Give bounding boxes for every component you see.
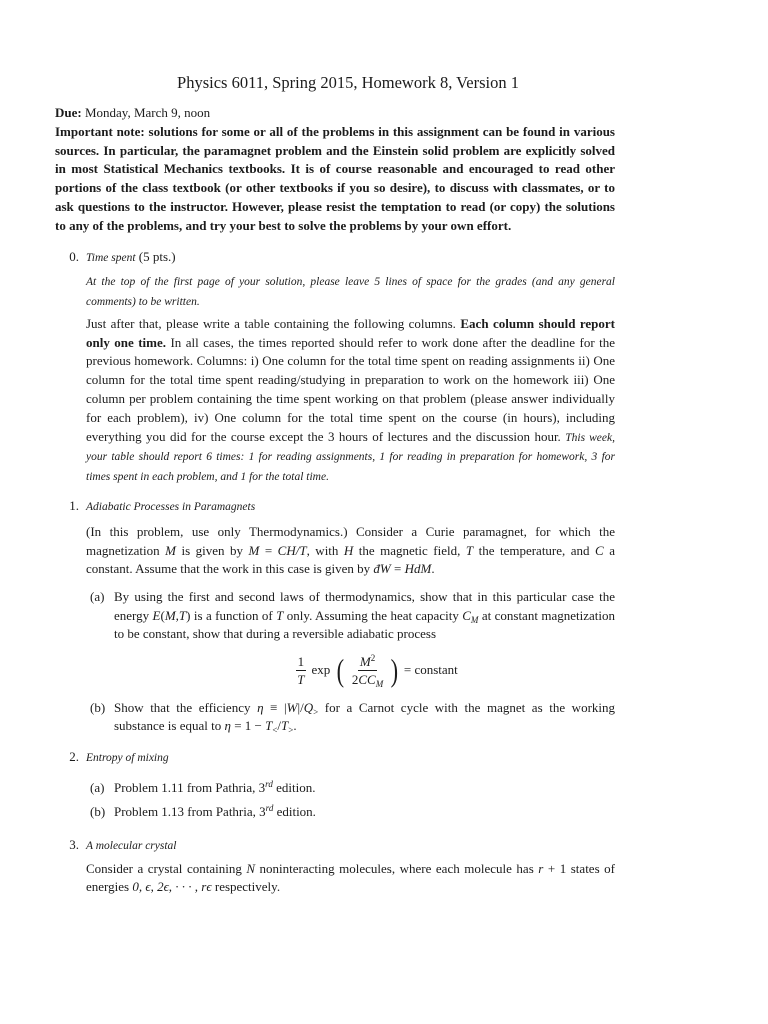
part-label: (b): [90, 699, 106, 715]
math-symbol: M: [359, 653, 371, 669]
math-subscript: M: [470, 614, 479, 625]
emphasis-text: Each column should report only one time.: [86, 315, 616, 350]
week-note-text: This week, your table should report 6 times: 1 for reading assignments, 1 for reading in preparation for homework, 3 for times spent in each problem, and 1 for the total time.: [86, 431, 615, 484]
math-symbol: C: [595, 542, 604, 558]
important-note: Important note: solutions for some or all of the problems in this assignment can be found in various sources. In particular, the paramagnet problem and the Einstein solid problem are explicitly solved in most Statistical Mechanics textbooks. It is of course reasonable and encouraged to read other portions of the class textbook (or other textbooks if you so desire), to discuss with classmates, or to ask questions to the instructor. However, please resist the temptation to read (or copy) the solutions to any of the problems, and try your best to solve the problems by your own effort.: [55, 123, 615, 233]
math-symbol: HdM: [404, 561, 432, 577]
body-text: Problem 1.13 from Pathria, 3: [114, 803, 266, 819]
due-line: [55, 104, 615, 123]
problem-1-part-b: [86, 699, 615, 737]
math-symbol: M,T: [164, 607, 187, 623]
problem-text: [86, 860, 615, 898]
body-text: (In this problem, use only Thermodynamics.) Consider a Curie paramagnet, for which the magnetization: [86, 523, 615, 558]
problem-0: [55, 248, 615, 487]
math-symbol: T: [265, 718, 273, 734]
math-symbol: CH/T: [277, 542, 307, 558]
body-text: the magnetic field,: [353, 542, 466, 558]
math-operator: |/: [297, 699, 304, 715]
equation-rhs: = constant: [403, 661, 458, 677]
problem-heading: [69, 497, 615, 517]
problem-title: Entropy of mixing: [86, 751, 169, 764]
body-text: for a Carnot cycle with the magnet as the working substance is equal to: [114, 699, 616, 734]
body-text: Problem 1.11 from Pathria, 3: [114, 779, 266, 795]
body-text: .: [293, 718, 297, 734]
ordinal-superscript: rd: [265, 778, 273, 789]
body-text: Just after that, please write a table containing the following columns.: [86, 315, 461, 331]
part-text: [114, 803, 615, 822]
due-label: Due:: [55, 105, 82, 120]
problem-1: [55, 497, 615, 737]
math-superscript: 2: [370, 652, 376, 663]
exponent-fraction: [350, 654, 385, 687]
math-operator: /: [277, 718, 282, 734]
math-symbol: W: [286, 699, 298, 715]
problem-2-part-b: [86, 803, 615, 822]
problem-number: 3.: [69, 836, 79, 852]
body-text: only. Assuming the heat capacity: [283, 607, 463, 623]
fraction-numerator: [358, 654, 377, 671]
body-text: edition.: [273, 803, 316, 819]
due-date: Monday, March 9, noon: [84, 105, 211, 120]
body-text: Consider a crystal containing: [86, 860, 247, 876]
body-text: respectively.: [211, 879, 281, 895]
body-text: noninteracting molecules, where each molecule has: [255, 860, 539, 876]
math-symbol: η: [257, 699, 264, 715]
body-text: is a function of: [190, 607, 277, 623]
part-text: [114, 588, 615, 644]
problem-number: 0.: [69, 248, 79, 264]
math-subscript: <: [272, 725, 278, 736]
time-table-instructions: [86, 315, 615, 487]
math-operator: =: [259, 542, 278, 558]
problem-2-part-a: [86, 779, 615, 798]
math-symbol: M: [248, 542, 260, 558]
math-symbol: đW: [373, 561, 391, 577]
exp-function: exp: [311, 661, 331, 677]
math-symbol: η: [224, 718, 231, 734]
math-symbol: 0, ϵ, 2ϵ, · · · , rϵ: [132, 879, 212, 895]
ordinal-superscript: rd: [265, 802, 274, 813]
body-text: at constant magnetization to be constant, show that during a reversible adiabatic process: [114, 607, 615, 642]
math-symbol: T: [276, 607, 284, 623]
math-symbol: CC: [358, 671, 376, 687]
problem-heading: [69, 748, 615, 768]
problem-heading: [69, 836, 615, 856]
math-operator: ): [186, 607, 191, 623]
problem-title: Time spent: [86, 251, 136, 264]
body-text: a constant. Assume that the work in this case is given by: [86, 542, 615, 577]
body-text: In all cases, the times reported should refer to work done after the deadline for the previous homework. Columns: i) One column for the total time spent on reading assignments ii) One column for the total time spent reading/studying in preparation to work on the homework iii) One column per problem containing the time spent working on that problem (please answer individually for each problem), iv) One column for the total time spent on the course (in hours), including everything you did for the course except the 3 hours of lectures and the discussion hour.: [86, 334, 615, 444]
adiabatic-process-equation: [86, 652, 615, 688]
problem-1-part-a: [86, 588, 615, 644]
problem-points: (5 pts.): [138, 248, 176, 264]
body-text: the temperature, and: [473, 542, 596, 558]
math-symbol: M: [165, 542, 176, 558]
document-title: Physics 6011, Spring 2015, Homework 8, Version 1: [177, 73, 519, 92]
math-subscript: M: [375, 678, 384, 689]
fraction-denominator: T: [297, 671, 305, 687]
math-symbol: T: [465, 542, 474, 558]
grading-space-instruction: At the top of the first page of your solution, please leave 5 lines of space for the grades (and any general comments) to be written.: [86, 276, 615, 309]
part-label: (a): [90, 779, 105, 795]
fraction-numerator: 1: [297, 653, 305, 669]
problem-2: [55, 748, 615, 822]
part-label: (b): [90, 803, 106, 819]
problem-title: A molecular crystal: [86, 839, 177, 852]
body-text: edition.: [272, 779, 316, 795]
body-text: By using the first and second laws of thermodynamics, show that in this particular case the energy: [114, 588, 615, 623]
math-symbol: H: [343, 542, 354, 558]
part-text: [114, 699, 615, 737]
problem-title: Adiabatic Processes in Paramagnets: [86, 500, 256, 513]
math-symbol: Q: [303, 699, 314, 715]
body-text: , with: [306, 542, 344, 558]
math-symbol: E: [152, 607, 161, 623]
fraction-one-over-t: [295, 654, 306, 687]
problem-number: 2.: [69, 748, 79, 764]
math-operator: ≡ |: [263, 699, 287, 715]
body-text: + 1 states of energies: [86, 860, 615, 895]
right-parenthesis: ): [390, 652, 399, 689]
document-body: [55, 72, 615, 897]
math-operator: = 1 −: [230, 718, 266, 734]
math-operator: (: [160, 607, 165, 623]
body-text: Show that the efficiency: [114, 699, 258, 715]
math-symbol: T: [281, 718, 289, 734]
body-text: is given by: [175, 542, 249, 558]
math-subscript: >: [313, 706, 319, 717]
math-symbol: C: [462, 607, 471, 623]
math-symbol: r: [538, 860, 544, 876]
math-subscript: >: [288, 725, 294, 736]
left-parenthesis: (: [336, 652, 345, 689]
math-operator: =: [390, 561, 405, 577]
body-text: .: [431, 561, 435, 577]
math-symbol: N: [246, 860, 256, 876]
fraction-denominator: [350, 671, 385, 687]
problem-3: [55, 836, 615, 898]
part-label: (a): [90, 588, 105, 604]
problem-intro: [86, 523, 615, 579]
problem-number: 1.: [69, 497, 79, 513]
part-text: [114, 779, 615, 798]
problem-heading: [69, 248, 615, 268]
math-coefficient: 2: [351, 671, 359, 687]
